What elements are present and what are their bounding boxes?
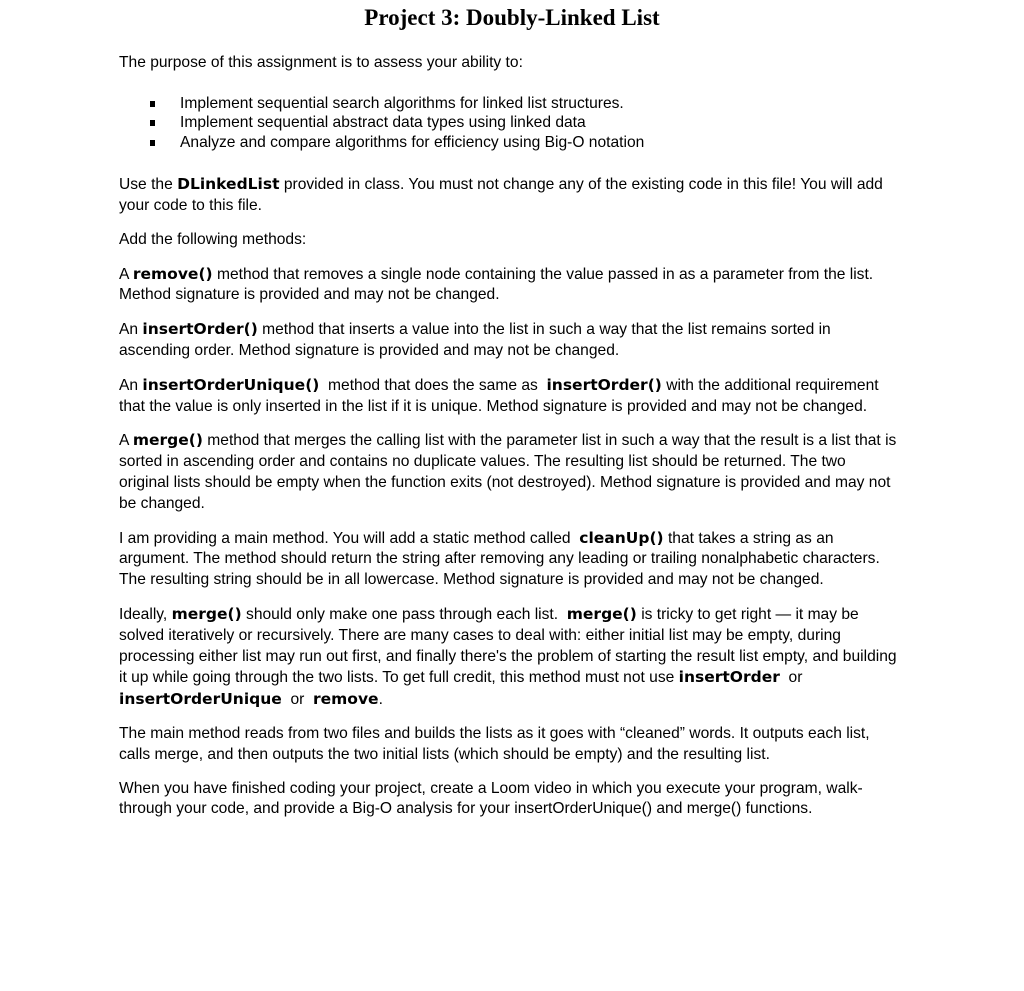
text-run: method that does the same as bbox=[319, 376, 547, 394]
remove-method-paragraph bbox=[119, 264, 899, 307]
document-body bbox=[119, 53, 899, 833]
square-bullet-icon bbox=[150, 101, 155, 107]
objectives-list bbox=[119, 94, 899, 153]
list-item bbox=[119, 113, 899, 133]
square-bullet-icon bbox=[150, 120, 155, 126]
text-run: that takes a string as an argument. The method should return the string after removing any leading or trailing nonalphabetic characters. The resulting string should be in all lowercase. Method signature is provided and may not be changed. bbox=[119, 529, 884, 589]
text-run: with the additional requirement that the value is only inserted in the list if it is unique. Method signature is provided and may not be changed. bbox=[119, 376, 883, 415]
code-insert-order: insertOrder bbox=[678, 668, 780, 687]
text-run: An bbox=[119, 321, 143, 339]
code-merge: merge() bbox=[566, 605, 637, 624]
text-run: . bbox=[378, 691, 383, 709]
text-run: method that removes a single node containing the value passed in as a parameter from the list. Method signature is provided and may not be changed. bbox=[119, 265, 874, 304]
code-remove: remove bbox=[313, 690, 379, 709]
objective-text: Analyze and compare algorithms for efficiency using Big-O notation bbox=[180, 133, 645, 151]
code-insert-order-unique: insertOrderUnique bbox=[119, 690, 282, 709]
code-dlinkedlist: DLinkedList bbox=[177, 175, 280, 194]
code-insert-order: insertOrder() bbox=[142, 320, 258, 339]
square-bullet-icon bbox=[150, 140, 155, 146]
insert-order-unique-paragraph bbox=[119, 375, 899, 418]
code-insert-order: insertOrder() bbox=[546, 375, 662, 394]
text-run: or bbox=[281, 691, 313, 709]
code-merge: merge() bbox=[132, 431, 203, 450]
text-run: An bbox=[119, 376, 143, 394]
code-insert-order-unique: insertOrderUnique() bbox=[142, 375, 320, 394]
objective-text: Implement sequential search algorithms for linked list structures. bbox=[180, 94, 624, 112]
text-run: Ideally, bbox=[119, 606, 172, 624]
text-run: I am providing a main method. You will add a static method called bbox=[119, 529, 580, 547]
merge-notes-paragraph bbox=[119, 604, 899, 711]
text-run: A bbox=[119, 265, 133, 283]
code-merge: merge() bbox=[171, 605, 242, 624]
text-run: should only make one pass through each list. bbox=[241, 606, 567, 624]
text-run: provided in class. You must not change any of the existing code in this file! You will add your code to this file. bbox=[119, 176, 883, 215]
loom-video-paragraph: When you have finished coding your project, create a Loom video in which you execute your program, walk-through your code, and provide a Big-O analysis for your insertOrderUnique() and merge() functions. bbox=[119, 779, 863, 818]
objective-text: Implement sequential abstract data types using linked data bbox=[180, 114, 586, 132]
code-cleanup: cleanUp() bbox=[579, 528, 664, 547]
text-run: Use the bbox=[119, 176, 178, 194]
main-method-paragraph: The main method reads from two files and builds the lists as it goes with “cleaned” words. It outputs each list, calls merge, and then outputs the two initial lists (which should be empty) and the resulting list. bbox=[119, 725, 870, 763]
code-remove: remove() bbox=[132, 264, 213, 283]
use-dlinkedlist-paragraph bbox=[119, 174, 899, 217]
text-run: A bbox=[119, 432, 133, 450]
text-run: method that inserts a value into the list in such a way that the list remains sorted in ascending order. Method signature is provided and may not be changed. bbox=[119, 321, 831, 360]
insert-order-paragraph bbox=[119, 319, 899, 362]
list-item bbox=[119, 94, 899, 114]
text-run: is tricky to get right — it may be solved iteratively or recursively. There are many cases to deal with: either initial list may be empty, during processing either list may run out first, and finally there's the problem of starting the result list empty, and building it up while going through the two lists. To get full credit, this method must not use bbox=[119, 606, 901, 687]
text-run: method that merges the calling list with the parameter list in such a way that the result is a list that is sorted in ascending order and contains no duplicate values. The resulting list should be returned. The two original lists should be empty when the function exits (not destroyed). Method signature is provided and may not be changed. bbox=[119, 432, 897, 512]
cleanup-method-paragraph bbox=[119, 528, 899, 591]
merge-method-paragraph bbox=[119, 430, 899, 514]
intro-paragraph: The purpose of this assignment is to assess your ability to: bbox=[119, 54, 523, 71]
page-title: Project 3: Doubly-Linked List bbox=[364, 5, 660, 30]
text-run: or bbox=[779, 669, 812, 687]
add-methods-paragraph: Add the following methods: bbox=[119, 230, 307, 248]
list-item bbox=[119, 133, 899, 153]
